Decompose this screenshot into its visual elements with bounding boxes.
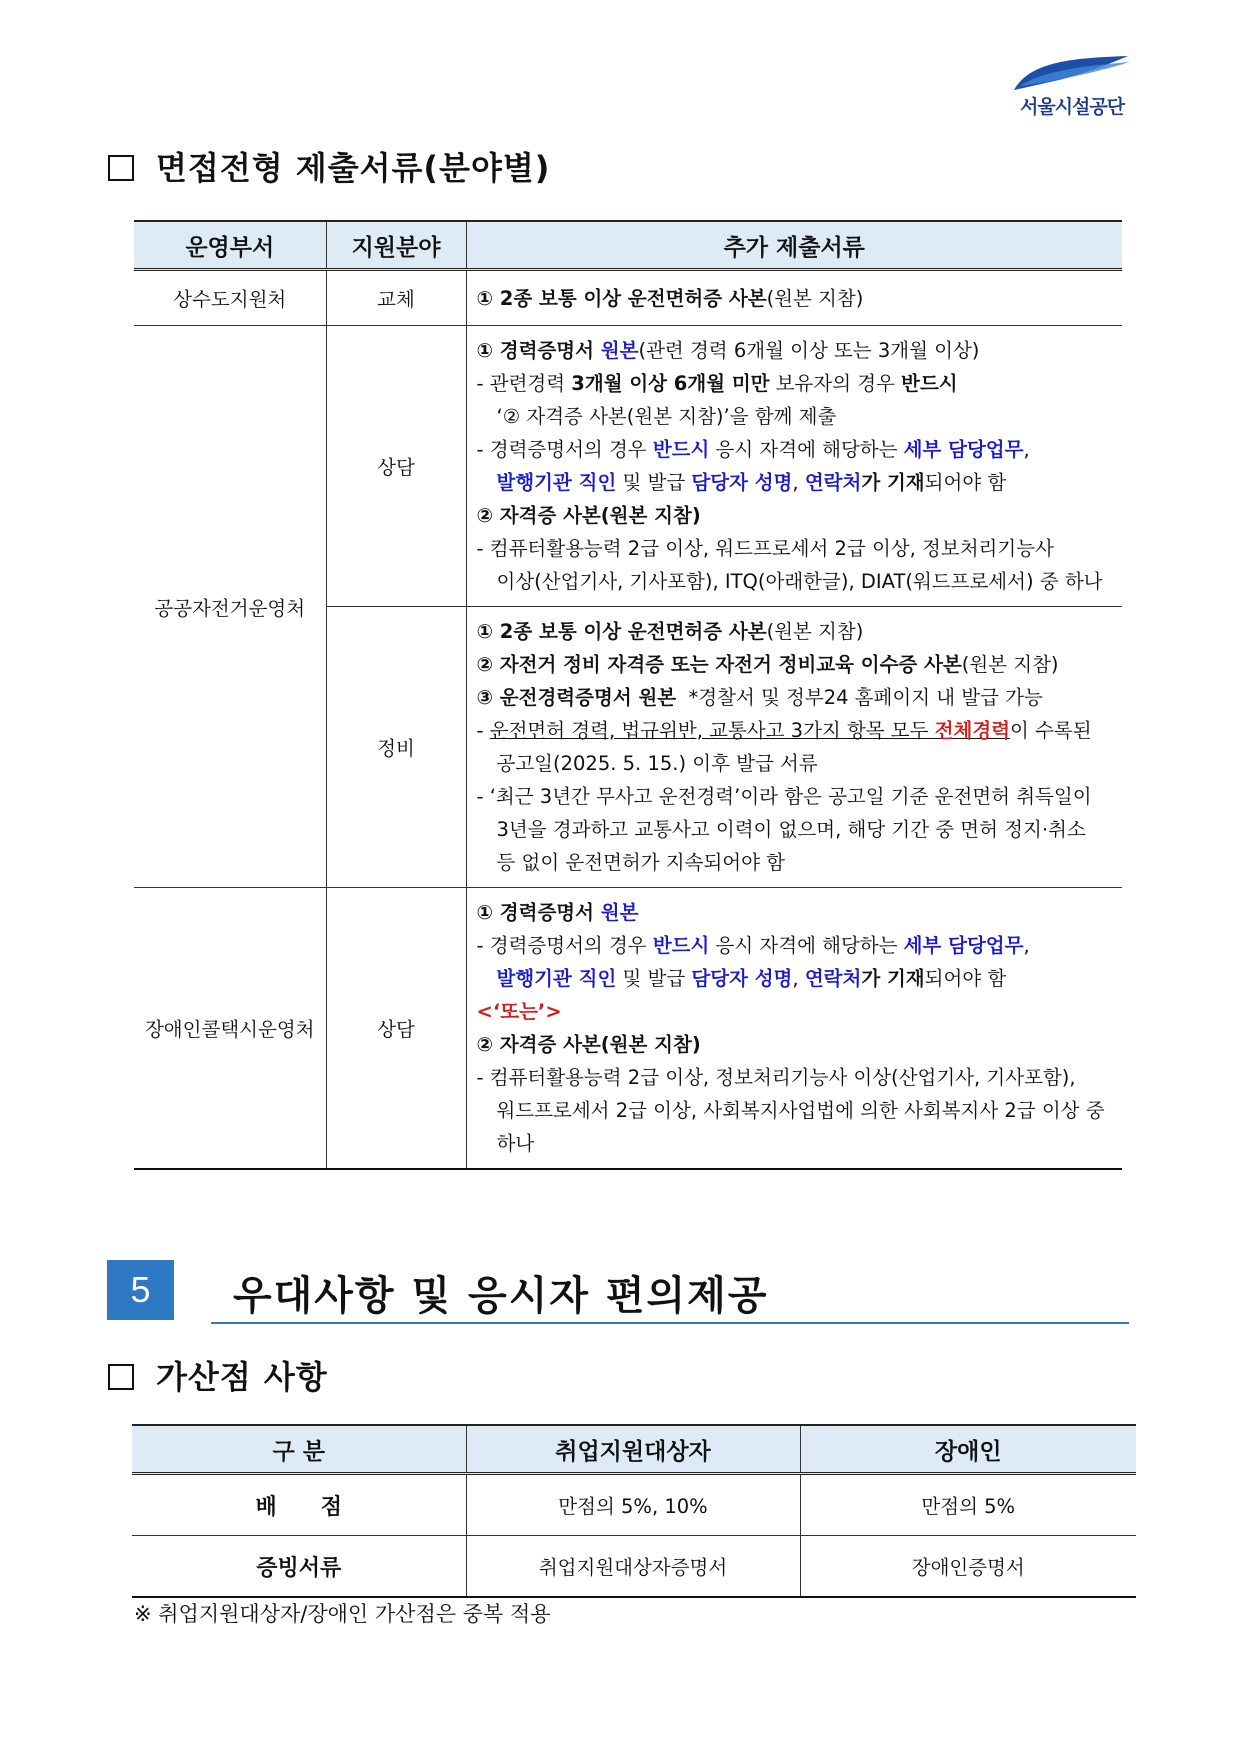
cell-disabled: 장애인증명서 bbox=[800, 1536, 1136, 1598]
document-text: 원본 bbox=[600, 339, 639, 362]
document-text: (원본 지참) bbox=[766, 620, 864, 643]
dept-cell: 공공자전거운영처 bbox=[134, 326, 326, 888]
document-text: *경찰서 및 정부24 홈페이지 내 발급 가능 bbox=[688, 686, 1043, 709]
document-text: 되어야 함 bbox=[924, 471, 1007, 494]
header-category: 구 분 bbox=[132, 1425, 466, 1474]
document-text: 3개월 이상 6개월 미만 bbox=[571, 372, 770, 395]
document-text: 가 기재 bbox=[861, 471, 925, 494]
table-header-row bbox=[132, 1425, 1136, 1474]
document-line: 발행기관 직인 및 발급 담당자 성명, 연락처가 기재되어야 함 bbox=[496, 471, 1007, 494]
document-text: 담당자 성명 bbox=[691, 967, 793, 990]
dept-cell: 장애인콜택시운영처 bbox=[134, 888, 326, 1170]
document-text: 발행기관 직인 bbox=[496, 967, 617, 990]
section-5-title: 우대사항 및 응시자 편의제공 bbox=[233, 1273, 769, 1319]
header-employment-support: 취업지원대상자 bbox=[466, 1425, 800, 1474]
section-title-bonus-points bbox=[108, 1352, 328, 1398]
document-line: 하나 bbox=[496, 1132, 535, 1155]
interview-documents-table bbox=[134, 220, 1122, 1170]
document-text: (원본 지참) bbox=[961, 653, 1059, 676]
document-text: 가 기재 bbox=[861, 967, 925, 990]
header-disabled: 장애인 bbox=[800, 1425, 1136, 1474]
header-field: 지원분야 bbox=[326, 221, 466, 270]
dept-cell: 상수도지원처 bbox=[134, 270, 326, 326]
document-line: 공고일(2025. 5. 15.) 이후 발급 서류 bbox=[496, 752, 818, 775]
document-text: 응시 자격에 해당하는 bbox=[709, 934, 904, 957]
document-text: 전체경력 bbox=[934, 719, 1011, 742]
document-text: - 경력증명서의 경우 bbox=[476, 438, 653, 461]
document-line: 워드프로세서 2급 이상, 사회복지사업법에 의한 사회복지사 2급 이상 중 bbox=[496, 1099, 1105, 1122]
document-line: 3년을 경과하고 교통사고 이력이 없으며, 해당 기간 중 면허 정지·취소 bbox=[496, 818, 1086, 841]
document-text: 연락처 bbox=[804, 471, 862, 494]
row-label: 배 점 bbox=[132, 1474, 466, 1536]
section-title-text: 가산점 사항 bbox=[156, 1358, 328, 1396]
document-line: - 컴퓨터활용능력 2급 이상, 정보처리기능사 이상(산업기사, 기사포함), bbox=[476, 1066, 1076, 1089]
documents-cell bbox=[466, 607, 1122, 888]
document-text: 반드시 bbox=[652, 438, 710, 461]
document-line: ② 자격증 사본(원본 지참) bbox=[476, 1033, 701, 1056]
document-text: ① 2종 보통 이상 운전면허증 사본 bbox=[476, 620, 767, 643]
document-text: ① 경력증명서 bbox=[476, 339, 601, 362]
document-line: - 운전면허 경력, 법규위반, 교통사고 3가지 항목 모두 전체경력이 수록된 bbox=[476, 719, 1092, 742]
document-text bbox=[490, 719, 1010, 742]
document-line bbox=[477, 896, 1111, 929]
document-text: ① 경력증명서 bbox=[476, 901, 601, 924]
document-line: 등 없이 운전면허가 지속되어야 함 bbox=[496, 851, 786, 874]
document-text: ② 자전거 정비 자격증 또는 자전거 정비교육 이수증 사본 bbox=[476, 653, 962, 676]
document-line bbox=[477, 681, 1111, 714]
document-text: 이 수록된 bbox=[1010, 719, 1092, 742]
document-text: 반드시 bbox=[901, 372, 958, 395]
table-row bbox=[132, 1536, 1136, 1598]
row-label: 증빙서류 bbox=[132, 1536, 466, 1598]
document-text: ① 2종 보통 이상 운전면허증 사본 bbox=[476, 286, 767, 310]
document-text: - 경력증명서의 경우 bbox=[476, 934, 653, 957]
document-line bbox=[477, 282, 1111, 315]
document-line bbox=[477, 367, 1111, 400]
document-text: (관련 경력 6개월 이상 또는 3개월 이상) bbox=[638, 339, 980, 362]
section-title-text: 면접전형 제출서류(분야별) bbox=[156, 149, 551, 187]
document-text: 발행기관 직인 bbox=[496, 471, 617, 494]
document-line: 발행기관 직인 및 발급 담당자 성명, 연락처가 기재되어야 함 bbox=[496, 967, 1007, 990]
section-5-banner bbox=[107, 1260, 1129, 1324]
document-text: ③ 운전경력증명서 원본 bbox=[476, 686, 677, 709]
document-line: - 경력증명서의 경우 반드시 응시 자격에 해당하는 세부 담당업무, bbox=[476, 934, 1030, 957]
table-row bbox=[134, 326, 1122, 607]
document-line: - 컴퓨터활용능력 2급 이상, 워드프로세서 2급 이상, 정보처리기능사 bbox=[476, 537, 1054, 560]
table-row bbox=[132, 1474, 1136, 1536]
document-text: 반드시 bbox=[652, 934, 710, 957]
field-cell: 정비 bbox=[326, 607, 466, 888]
document-line bbox=[477, 648, 1111, 681]
document-line bbox=[477, 400, 1111, 433]
section-number-badge: 5 bbox=[107, 1260, 174, 1320]
document-text: 담당자 성명 bbox=[691, 471, 793, 494]
document-line: - ‘최근 3년간 무사고 운전경력’이라 함은 공고일 기준 운전면허 취득일이 bbox=[476, 785, 1092, 808]
document-text: - 관련경력 bbox=[476, 372, 572, 395]
header-documents: 추가 제출서류 bbox=[466, 221, 1122, 270]
section-title-interview-documents bbox=[108, 143, 550, 189]
section-divider bbox=[211, 1322, 1129, 1324]
field-cell: 상담 bbox=[326, 888, 466, 1170]
document-line: - 경력증명서의 경우 반드시 응시 자격에 해당하는 세부 담당업무, bbox=[476, 438, 1030, 461]
document-text: 세부 담당업무 bbox=[903, 934, 1024, 957]
table-row bbox=[134, 888, 1122, 1170]
cell-employment-support: 취업지원대상자증명서 bbox=[466, 1536, 800, 1598]
document-line: ② 자격증 사본(원본 지참) bbox=[476, 504, 701, 527]
document-text: ‘② 자격증 사본(원본 지참)’을 함께 제출 bbox=[496, 405, 837, 428]
document-text: 보유자의 경우 bbox=[769, 372, 902, 395]
document-text: 운전면허 경력, 법규위반, 교통사고 3가지 항목 모두 bbox=[489, 719, 935, 742]
table-row bbox=[134, 270, 1122, 326]
cell-disabled: 만점의 5% bbox=[800, 1474, 1136, 1536]
documents-cell bbox=[466, 888, 1122, 1170]
bonus-points-table bbox=[132, 1424, 1136, 1598]
document-line bbox=[477, 334, 1111, 367]
document-text: 연락처 bbox=[804, 967, 862, 990]
checkbox-square-icon bbox=[108, 155, 134, 181]
documents-cell bbox=[466, 270, 1122, 326]
footnote: ※ 취업지원대상자/장애인 가산점은 중복 적용 bbox=[134, 1602, 551, 1626]
checkbox-square-icon bbox=[108, 1364, 134, 1390]
document-line: 이상(산업기사, 기사포함), ITQ(아래한글), DIAT(워드프로세서) 중 하나 bbox=[496, 570, 1103, 593]
logo-text: 서울시설공단 bbox=[1020, 96, 1125, 118]
header-dept: 운영부서 bbox=[134, 221, 326, 270]
field-cell: 상담 bbox=[326, 326, 466, 607]
document-line: <‘또는’> bbox=[476, 1000, 562, 1023]
table-header-row bbox=[134, 221, 1122, 270]
document-text: 원본 bbox=[600, 901, 639, 924]
document-text: 세부 담당업무 bbox=[903, 438, 1024, 461]
document-text: 및 발급 bbox=[616, 471, 692, 494]
document-line bbox=[477, 615, 1111, 648]
document-text: 및 발급 bbox=[616, 967, 692, 990]
documents-cell bbox=[466, 326, 1122, 607]
document-text: (원본 지참) bbox=[766, 286, 864, 310]
cell-employment-support: 만점의 5%, 10% bbox=[466, 1474, 800, 1536]
document-text: 응시 자격에 해당하는 bbox=[709, 438, 904, 461]
document-text: 되어야 함 bbox=[924, 967, 1007, 990]
field-cell: 교체 bbox=[326, 270, 466, 326]
